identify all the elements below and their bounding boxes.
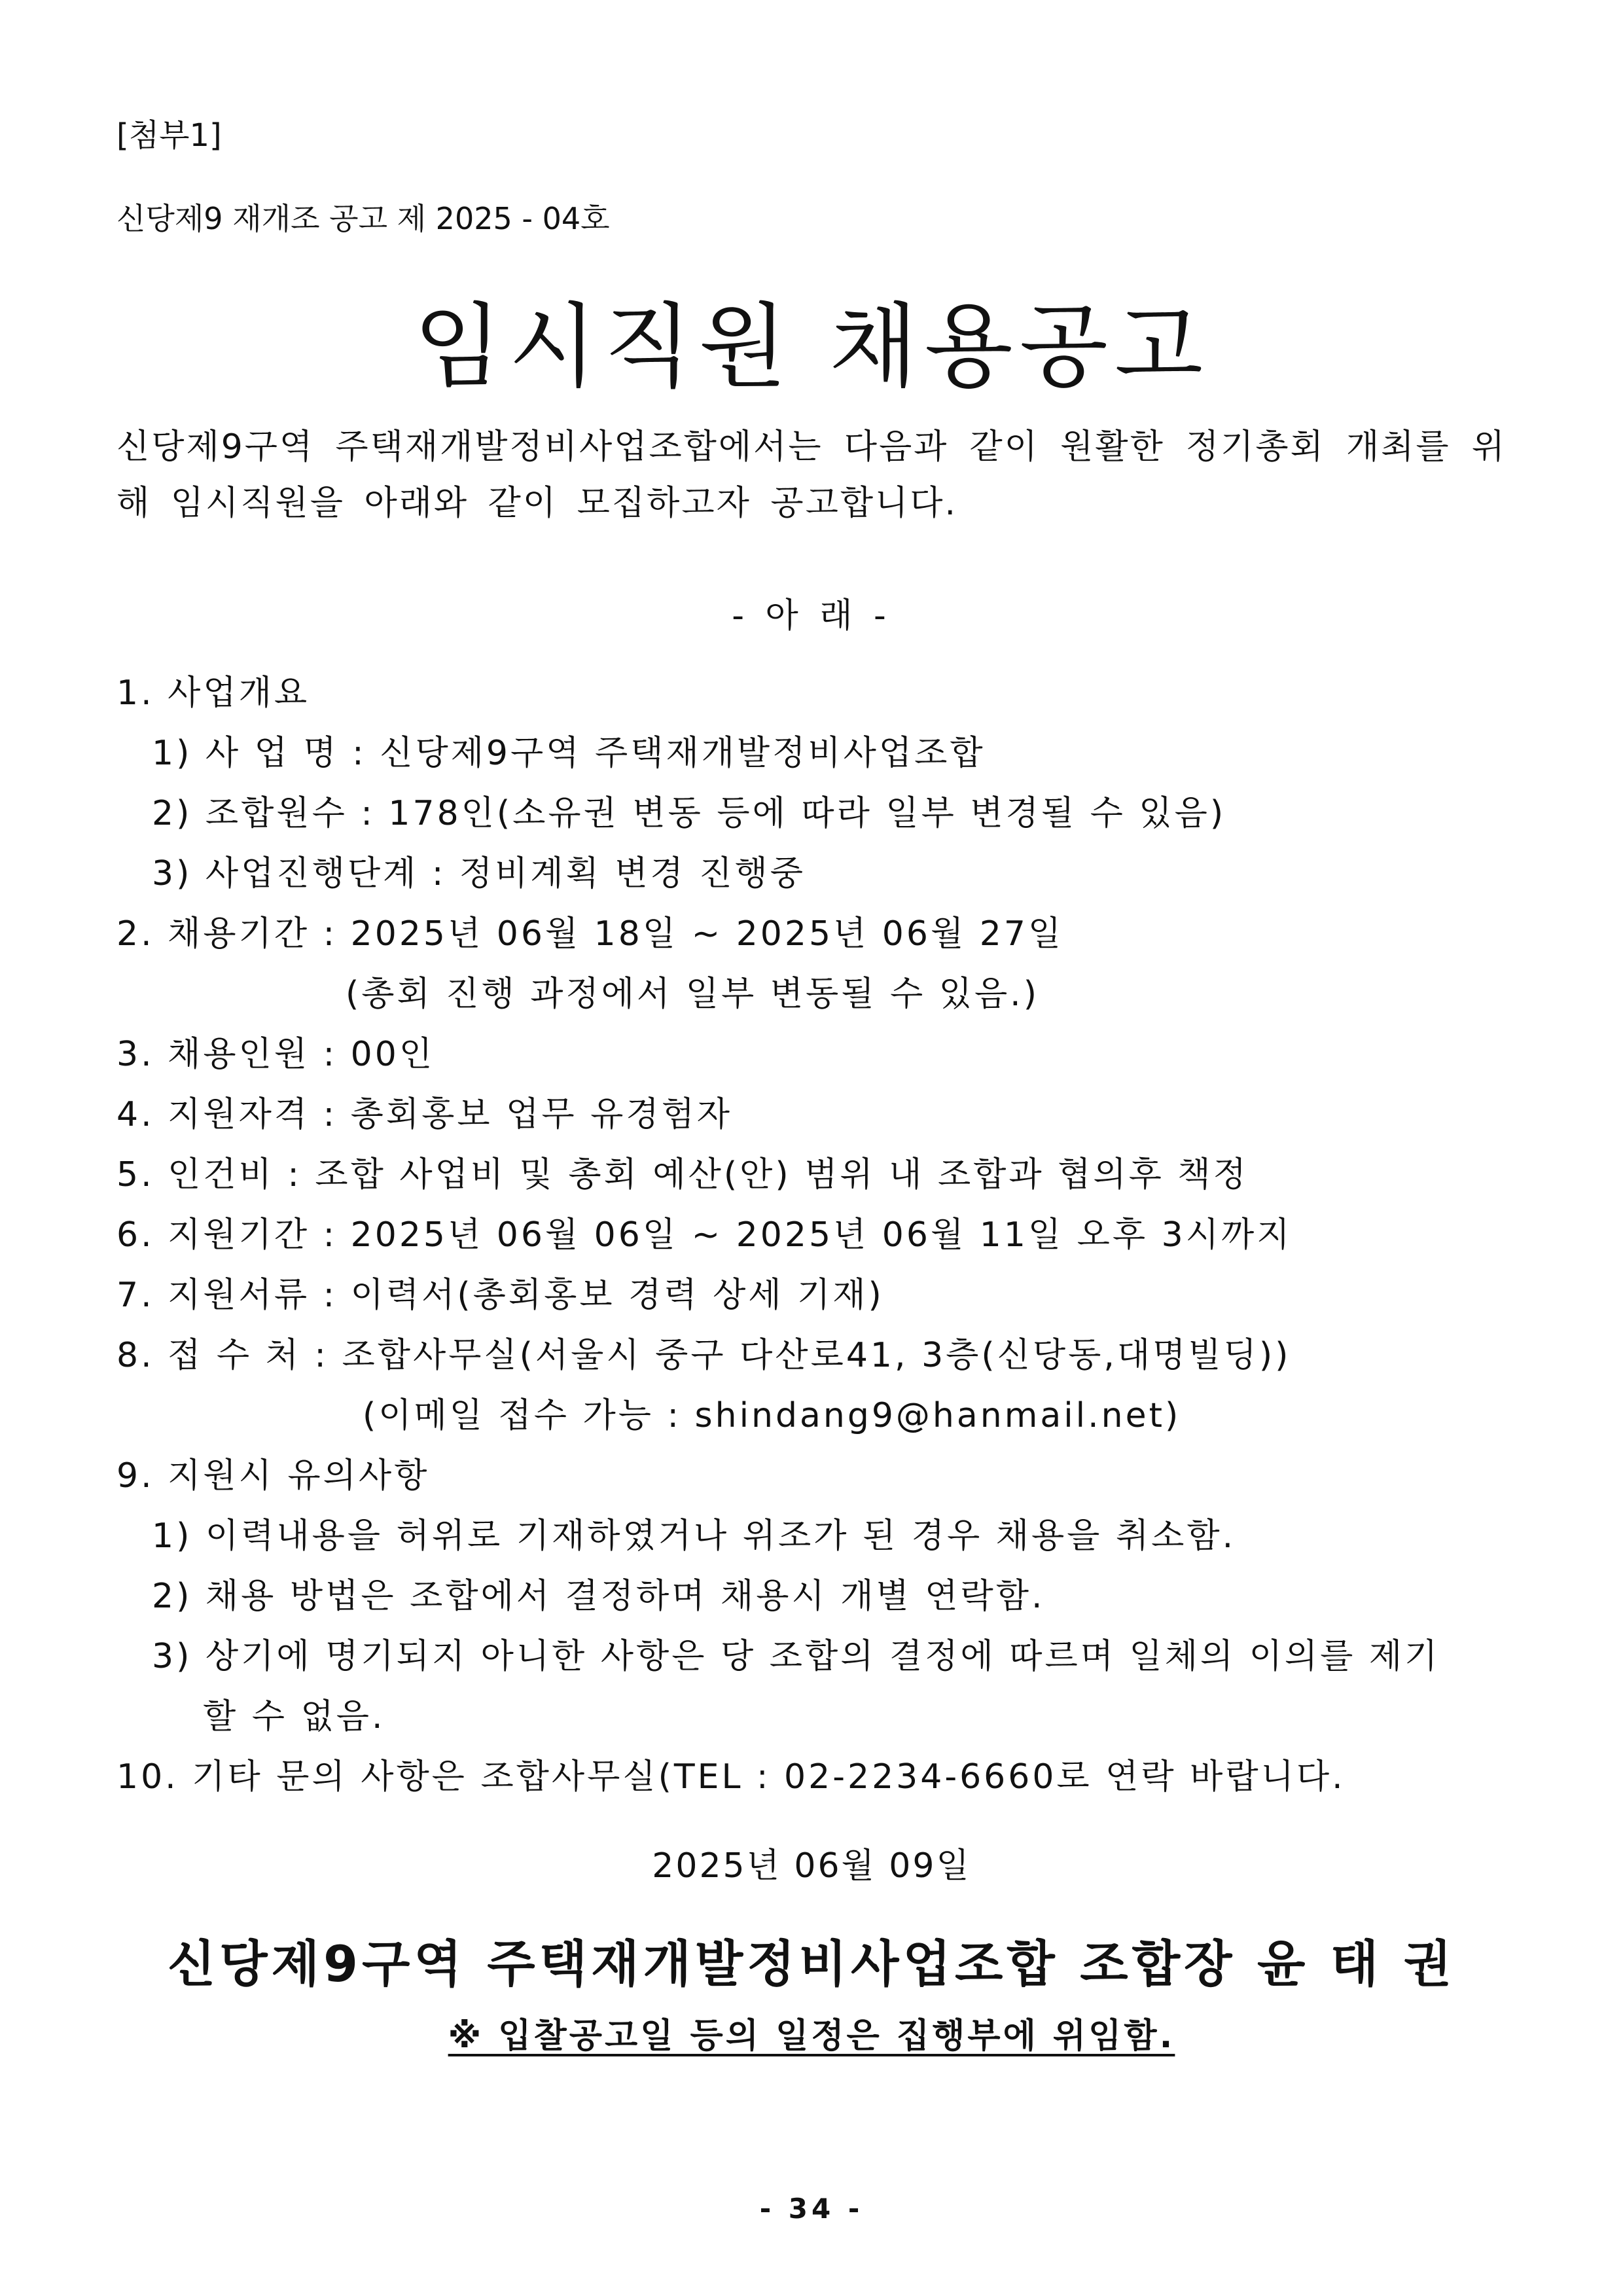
signer-line: 신당제9구역 주택재개발정비사업조합 조합장 윤 태 권: [167, 1935, 1456, 1993]
item-7: 7. 지원서류 : 이력서(총회홍보 경력 상세 기재): [116, 1276, 884, 1315]
item-9-3-continued: 할 수 없음.: [203, 1697, 385, 1736]
item-4: 4. 지원자격 : 총회홍보 업무 유경험자: [116, 1095, 733, 1134]
item-1-heading: 1. 사업개요: [116, 673, 310, 713]
item-9-3: 3) 상기에 명기되지 아니한 사항은 당 조합의 결정에 따르며 일체의 이의를 제기: [152, 1637, 1440, 1676]
item-1-2: 2) 조합원수 : 178인(소유권 변동 등에 따라 일부 변경될 수 있음): [152, 794, 1226, 833]
notice-number: 신당제9 재개조 공고 제 2025 - 04호: [116, 201, 610, 236]
item-8: 8. 접 수 처 : 조합사무실(서울시 중구 다산로41, 3층(신당동,대명빌딩)): [116, 1336, 1291, 1375]
page-number: - 34 -: [759, 2193, 864, 2225]
item-9-2: 2) 채용 방법은 조합에서 결정하며 채용시 개별 연락함.: [152, 1577, 1045, 1616]
item-2: 2. 채용기간 : 2025년 06월 18일 ~ 2025년 06월 27일: [116, 914, 1064, 954]
page-title: 임시직원 채용공고: [413, 294, 1210, 401]
item-2-note: (총회 진행 과정에서 일부 변동될 수 있음.): [346, 975, 1039, 1014]
footnote: [0, 2008, 1623, 2057]
item-6: 6. 지원기간 : 2025년 06월 06일 ~ 2025년 06월 11일 오후 3시까지: [116, 1215, 1293, 1255]
item-9-1: 1) 이력내용을 허위로 기재하였거나 위조가 된 경우 채용을 취소함.: [152, 1516, 1236, 1556]
item-1-1: 1) 사 업 명 : 신당제9구역 주택재개발정비사업조합: [152, 734, 986, 773]
item-1-3: 3) 사업진행단계 : 정비계획 변경 진행중: [152, 854, 806, 893]
footnote-text: ※ 입찰공고일 등의 일정은 집행부에 위임함.: [448, 2017, 1175, 2056]
item-9-heading: 9. 지원시 유의사항: [116, 1456, 430, 1496]
item-8-email: (이메일 접수 가능 : shindang9@hanmail.net): [363, 1396, 1181, 1435]
item-10: 10. 기타 문의 사항은 조합사무실(TEL : 02-2234-6660로 연락 바랍니다.: [116, 1757, 1346, 1797]
attachment-label: [첨부1]: [116, 117, 222, 154]
intro-line-2: 해 임시직원을 아래와 같이 모집하고자 공고합니다.: [116, 484, 958, 523]
below-heading: - 아 래 -: [732, 596, 891, 636]
notice-date: 2025년 06월 09일: [652, 1846, 971, 1886]
item-5: 5. 인건비 : 조합 사업비 및 총회 예산(안) 범위 내 조합과 협의후 책정: [116, 1155, 1249, 1194]
intro-line-1: 신당제9구역 주택재개발정비사업조합에서는 다음과 같이 원활한 정기총회 개최를 위: [116, 427, 1507, 467]
item-3: 3. 채용인원 : 00인: [116, 1035, 435, 1074]
